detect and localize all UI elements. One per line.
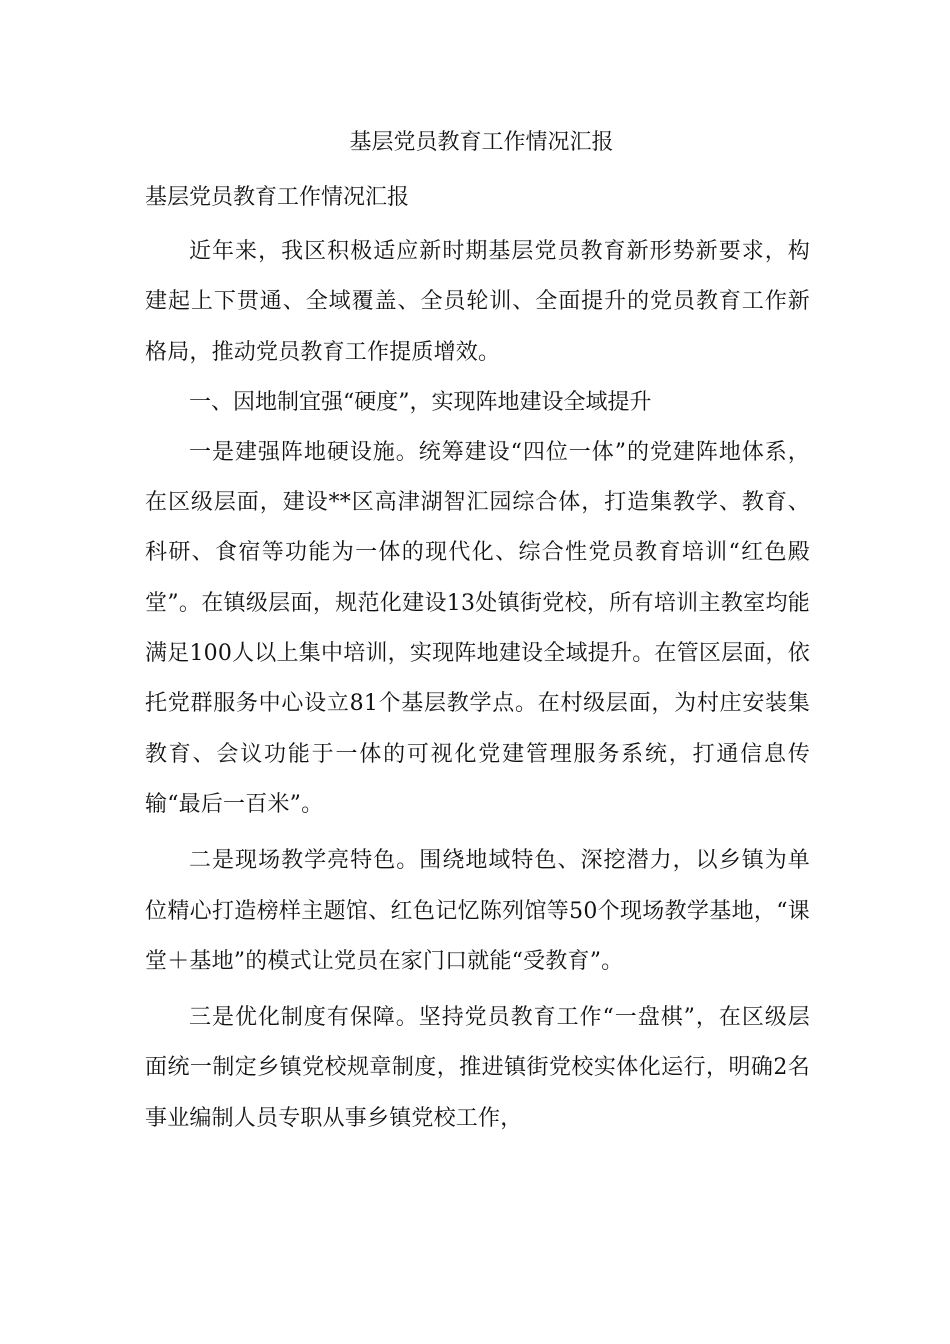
paragraph-1: 一是建强阵地硬设施。统筹建设“四位一体”的党建阵地体系，在区级层面，建设**区高津湖智汇园综合体，打造集教学、教育、科研、食宿等功能为一体的现代化、综合性党员教育培训“红色殿堂”。在镇级层面，规范化建设13处镇街党校，所有培训主教室均能满足100人以上集中培训，实现阵地建设全域提升。在管区层面，依托党群服务中心设立81个基层教学点。在村级层面，为村庄安装集教育、会议功能于一体的可视化党建管理服务系统，打通信息传输“最后一百米”。 [145, 439, 810, 817]
section-heading-1: 一、因地制宜强“硬度”，实现阵地建设全域提升 [189, 389, 652, 415]
document-page [145, 128, 810, 1144]
document-subtitle: 基层党员教育工作情况汇报 [145, 185, 410, 210]
paragraph-3: 三是优化制度有保障。坚持党员教育工作“一盘棋”，在区级层面统一制定乡镇党校规章制度，推进镇街党校实体化运行，明确2名事业编制人员专职从事乡镇党校工作， [145, 1005, 810, 1131]
document-title: 基层党员教育工作情况汇报 [349, 130, 614, 155]
paragraph-2: 二是现场教学亮特色。围绕地域特色、深挖潜力，以乡镇为单位精心打造榜样主题馆、红色记忆陈列馆等50个现场教学基地，“课堂＋基地”的模式让党员在家门口就能“受教育”。 [145, 848, 810, 974]
intro-paragraph: 近年来，我区积极适应新时期基层党员教育新形势新要求，构建起上下贯通、全域覆盖、全员轮训、全面提升的党员教育工作新格局，推动党员教育工作提质增效。 [145, 239, 810, 365]
